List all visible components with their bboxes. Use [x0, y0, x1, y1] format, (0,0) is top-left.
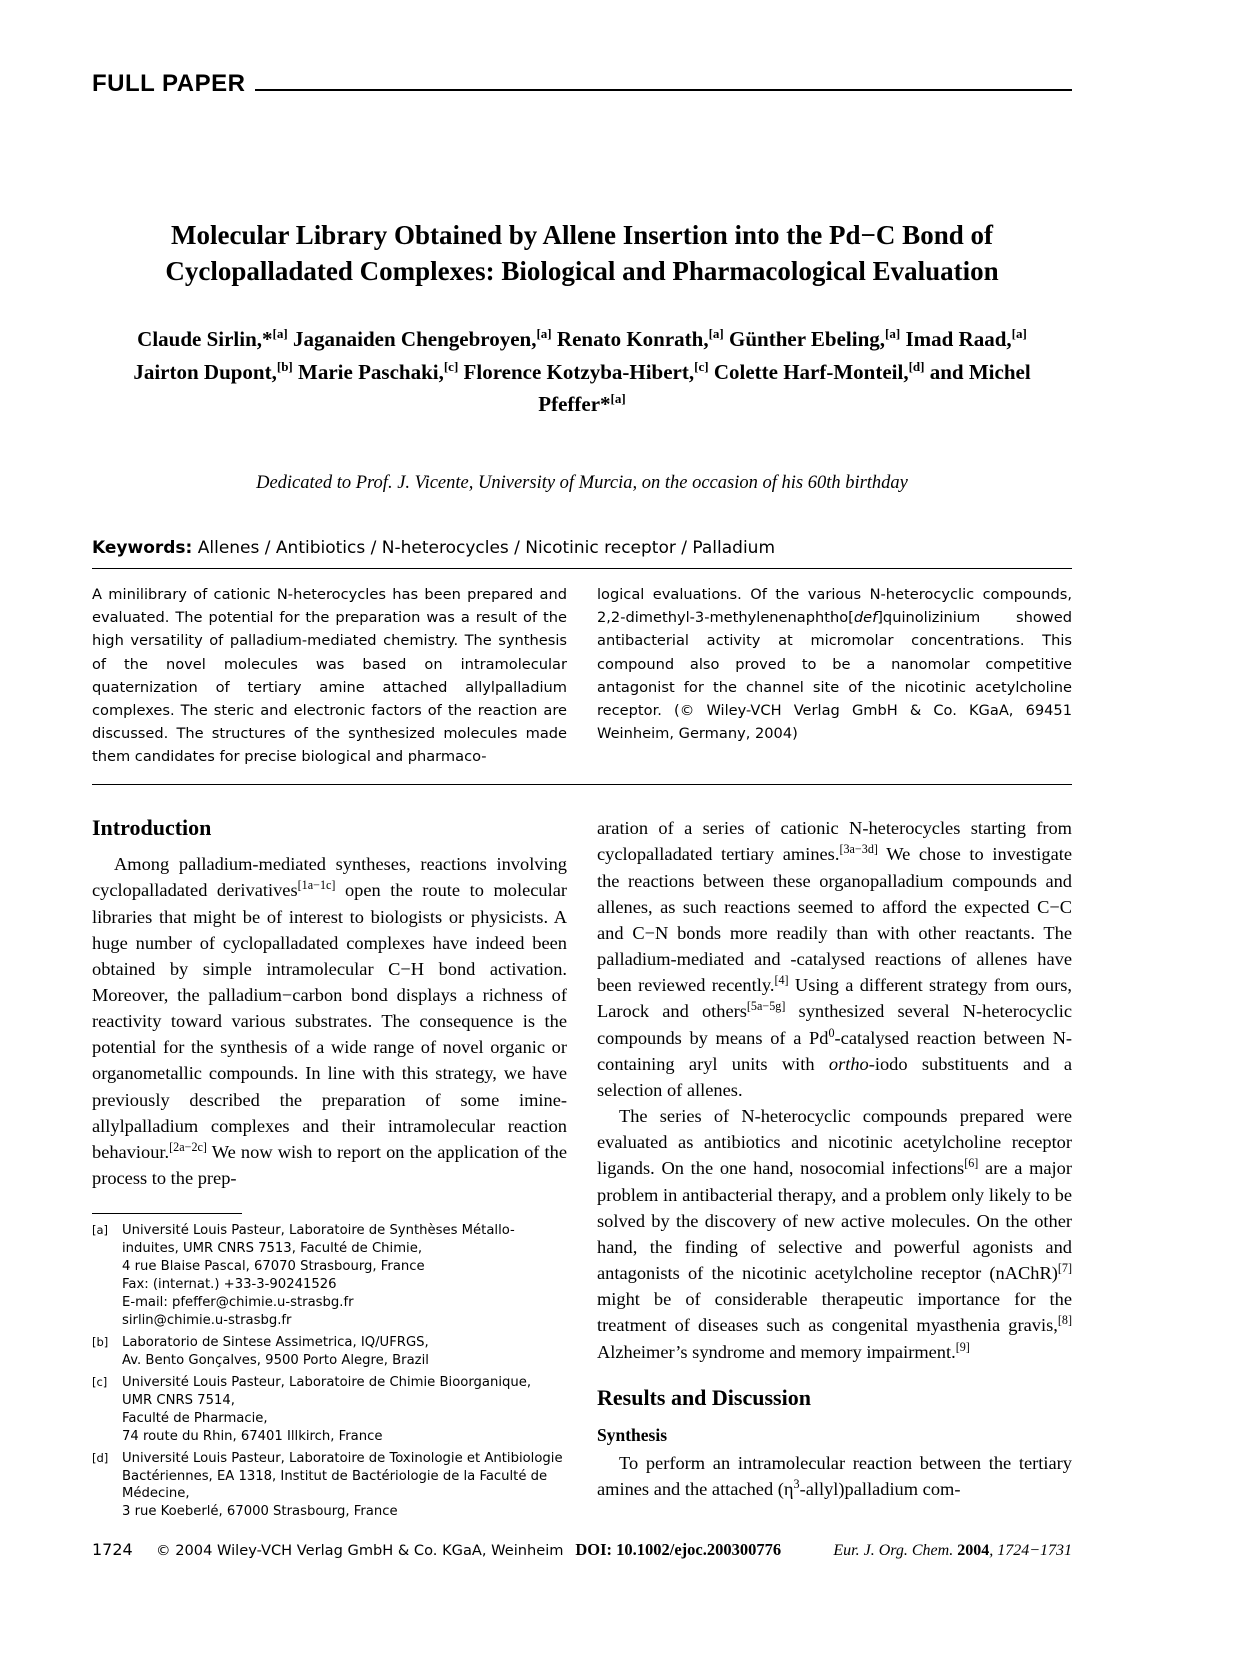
affiliation-line: Laboratorio de Sintese Assimetrica, IQ/UFRGS, — [122, 1334, 429, 1350]
abstract-col-right — [597, 583, 1072, 767]
affiliation-line: 74 route du Rhin, 67401 Illkirch, France — [122, 1428, 383, 1444]
affiliation-line: Faculté de Pharmacie, — [122, 1410, 268, 1426]
affiliation-b-mark: [b] — [92, 1334, 109, 1349]
intro-paragraph-1-continued: aration of a series of cationic N-heterocycles starting from cyclopalladated tertiary amines.[3a−3d] We chose to investigate the reactions between these organopalladium compounds and allenes, as such reactions seemed to afford the expected C−C and C−N bonds more readily than with other reactants. The palladium-mediated and -catalysed reactions of allenes have been reviewed recently.[4] Using a different strategy from ours, Larock and others[5a−5g] synthesized several N-heterocyclic compounds by means of a Pd$^0$-catalysed reaction between N-containing aryl units with ortho-iodo substituents and a selection of allenes. — [597, 818, 1073, 1101]
keywords — [92, 538, 1072, 568]
intro-paragraph-1: Among palladium-mediated syntheses, reactions involving cyclopalladated derivatives[1a−1c] open the route to molecular libraries that might be of interest to biologists or physicists. A huge number of cyclopalladated complexes have indeed been obtained by simple intramolecular C−H bond activation. Moreover, the palladium−carbon bond displays a richness of reactivity toward various substrates. The consequence is the potential for the synthesis of a wide range of novel organic or organometallic compounds. In line with this strategy, we have previously described the preparation of some imine-allylpalladium complexes and their intramolecular reaction behaviour.[2a−2c] We now wish to report on the application of the process to the prep- — [92, 854, 567, 1189]
affiliation-d-lines — [122, 1450, 567, 1522]
footer-page-number: 1724 — [92, 1540, 133, 1559]
affiliation-email: E-mail: pfeffer@chimie.u-strasbg.fr — [122, 1294, 354, 1310]
footer-journal-citation: Eur. J. Org. Chem. 2004, 1724−1731 — [833, 1542, 1072, 1559]
affiliation-line: Université Louis Pasteur, Laboratoire de Chimie Bioorganique, — [122, 1374, 532, 1390]
affiliation-b — [92, 1334, 567, 1370]
affiliation-line: Université Louis Pasteur, Laboratoire de Toxinologie et Antibiologie Bactériennes, EA 1318, Institut de Bactériologie de la Faculté de Médecine, — [122, 1450, 563, 1502]
keywords-label: Keywords: — [92, 537, 193, 558]
footer-doi[interactable]: DOI: 10.1002/ejoc.200300776 — [575, 1540, 782, 1559]
affiliation-d — [92, 1450, 567, 1522]
affiliation-c-mark: [c] — [92, 1374, 108, 1389]
intro-paragraph-2: The series of N-heterocyclic compounds prepared were evaluated as antibiotics and nicotinic acetylcholine receptor ligands. On the one hand, nosocomial infections[6] are a major problem in antibacterial therapy, and a problem only likely to be solved by the discovery of new active molecules. On the other hand, the finding of selective and powerful agonists and antagonists of the nicotinic acetylcholine receptor (nAChR)[7] might be of considerable therapeutic importance for the treatment of diseases such as congenital myasthenia gravis,[8] Alzheimer’s syndrome and memory impairment.[9] — [597, 1106, 1072, 1362]
page-content — [92, 70, 1072, 1525]
abstract-bottom-rule — [92, 784, 1072, 786]
page-footer — [92, 1540, 1072, 1560]
article-body — [92, 815, 1072, 1525]
running-head — [92, 70, 1072, 98]
affiliation-line: Université Louis Pasteur, Laboratoire de Synthèses Métallo-induites, UMR CNRS 7513, Faculté de Chimie, — [122, 1223, 515, 1257]
affiliation-line: 3 rue Koeberlé, 67000 Strasbourg, France — [122, 1504, 398, 1520]
abstract-col-left: A minilibrary of cationic N-heterocycles has been prepared and evaluated. The potential for the preparation was a result of the high versatility of palladium-mediated chemistry. The synthesis of the novel molecules was based on intramolecular quaternization of tertiary amine attached allylpalladium complexes. The steric and electronic factors of the reaction are discussed. The structures of the synthesized molecules made them candidates for precise biological and pharmaco- — [92, 586, 567, 765]
affiliation-a-mark: [a] — [92, 1223, 109, 1238]
abstract-right-text: logical evaluations. Of the various N-heterocyclic compounds, 2,2-dimethyl-3-methylenenaphtho[def]quinolizinium showed antibacterial activity at micromolar concentrations. This compound also proved to be a nanomolar competitive antagonist for the channel site of the nicotinic acetylcholine receptor. — [597, 586, 1072, 719]
affiliation-a-lines — [122, 1222, 567, 1330]
heading-synthesis: Synthesis — [597, 1424, 668, 1445]
affiliation-b-lines — [122, 1334, 567, 1370]
heading-results-discussion: Results and Discussion — [597, 1384, 811, 1410]
abstract — [92, 569, 1072, 783]
affiliation-d-mark: [d] — [92, 1450, 109, 1465]
affiliation-line: 4 rue Blaise Pascal, 67070 Strasbourg, France — [122, 1259, 425, 1275]
affiliation-a — [92, 1222, 567, 1330]
affiliation-line: UMR CNRS 7514, — [122, 1392, 235, 1408]
running-head-text: FULL PAPER — [92, 70, 246, 97]
running-head-rule — [255, 89, 1072, 91]
affiliation-line: Av. Bento Gonçalves, 9500 Porto Alegre, Brazil — [122, 1352, 429, 1368]
abstract-copyright: (© Wiley-VCH Verlag GmbH & Co. KGaA, 69451 Weinheim, Germany, 2004) — [597, 701, 1072, 742]
affiliations — [92, 1222, 567, 1521]
synthesis-paragraph-1: To perform an intramolecular reaction between the tertiary amines and the attached $(\eta^3-allyl)palladium$ com- — [597, 1452, 1072, 1500]
keywords-value: Allenes / Antibiotics / N-heterocycles / Nicotinic receptor / Palladium — [197, 537, 776, 558]
column-right — [597, 815, 1072, 1525]
affiliation-c — [92, 1374, 567, 1446]
page-title: Molecular Library Obtained by Allene Insertion into the Pd−C Bond of Cyclopalladated Complexes: Biological and Pharmacological Evaluation — [165, 220, 999, 286]
column-left — [92, 815, 567, 1525]
affiliation-email: sirlin@chimie.u-strasbg.fr — [122, 1312, 292, 1328]
dedication: Dedicated to Prof. J. Vicente, University of Murcia, on the occasion of his 60th birthday — [256, 472, 908, 493]
heading-introduction: Introduction — [92, 815, 212, 841]
author-list: Claude Sirlin,*[a] Jaganaiden Chengebroyen,[a] Renato Konrath,[a] Günther Ebeling,[a] Imad Raad,[a] Jairton Dupont,[b] Marie Paschaki,[c] Florence Kotzyba-Hibert,[c] Colette Harf-Monteil,[d] and Michel Pfeffer*[a] — [133, 326, 1031, 417]
affiliation-rule — [92, 1213, 242, 1214]
affiliation-c-lines — [122, 1374, 567, 1446]
affiliation-line: Fax: (internat.) +33-3-90241526 — [122, 1277, 337, 1292]
footer-copyright: © 2004 Wiley-VCH Verlag GmbH & Co. KGaA, Weinheim — [156, 1542, 564, 1559]
